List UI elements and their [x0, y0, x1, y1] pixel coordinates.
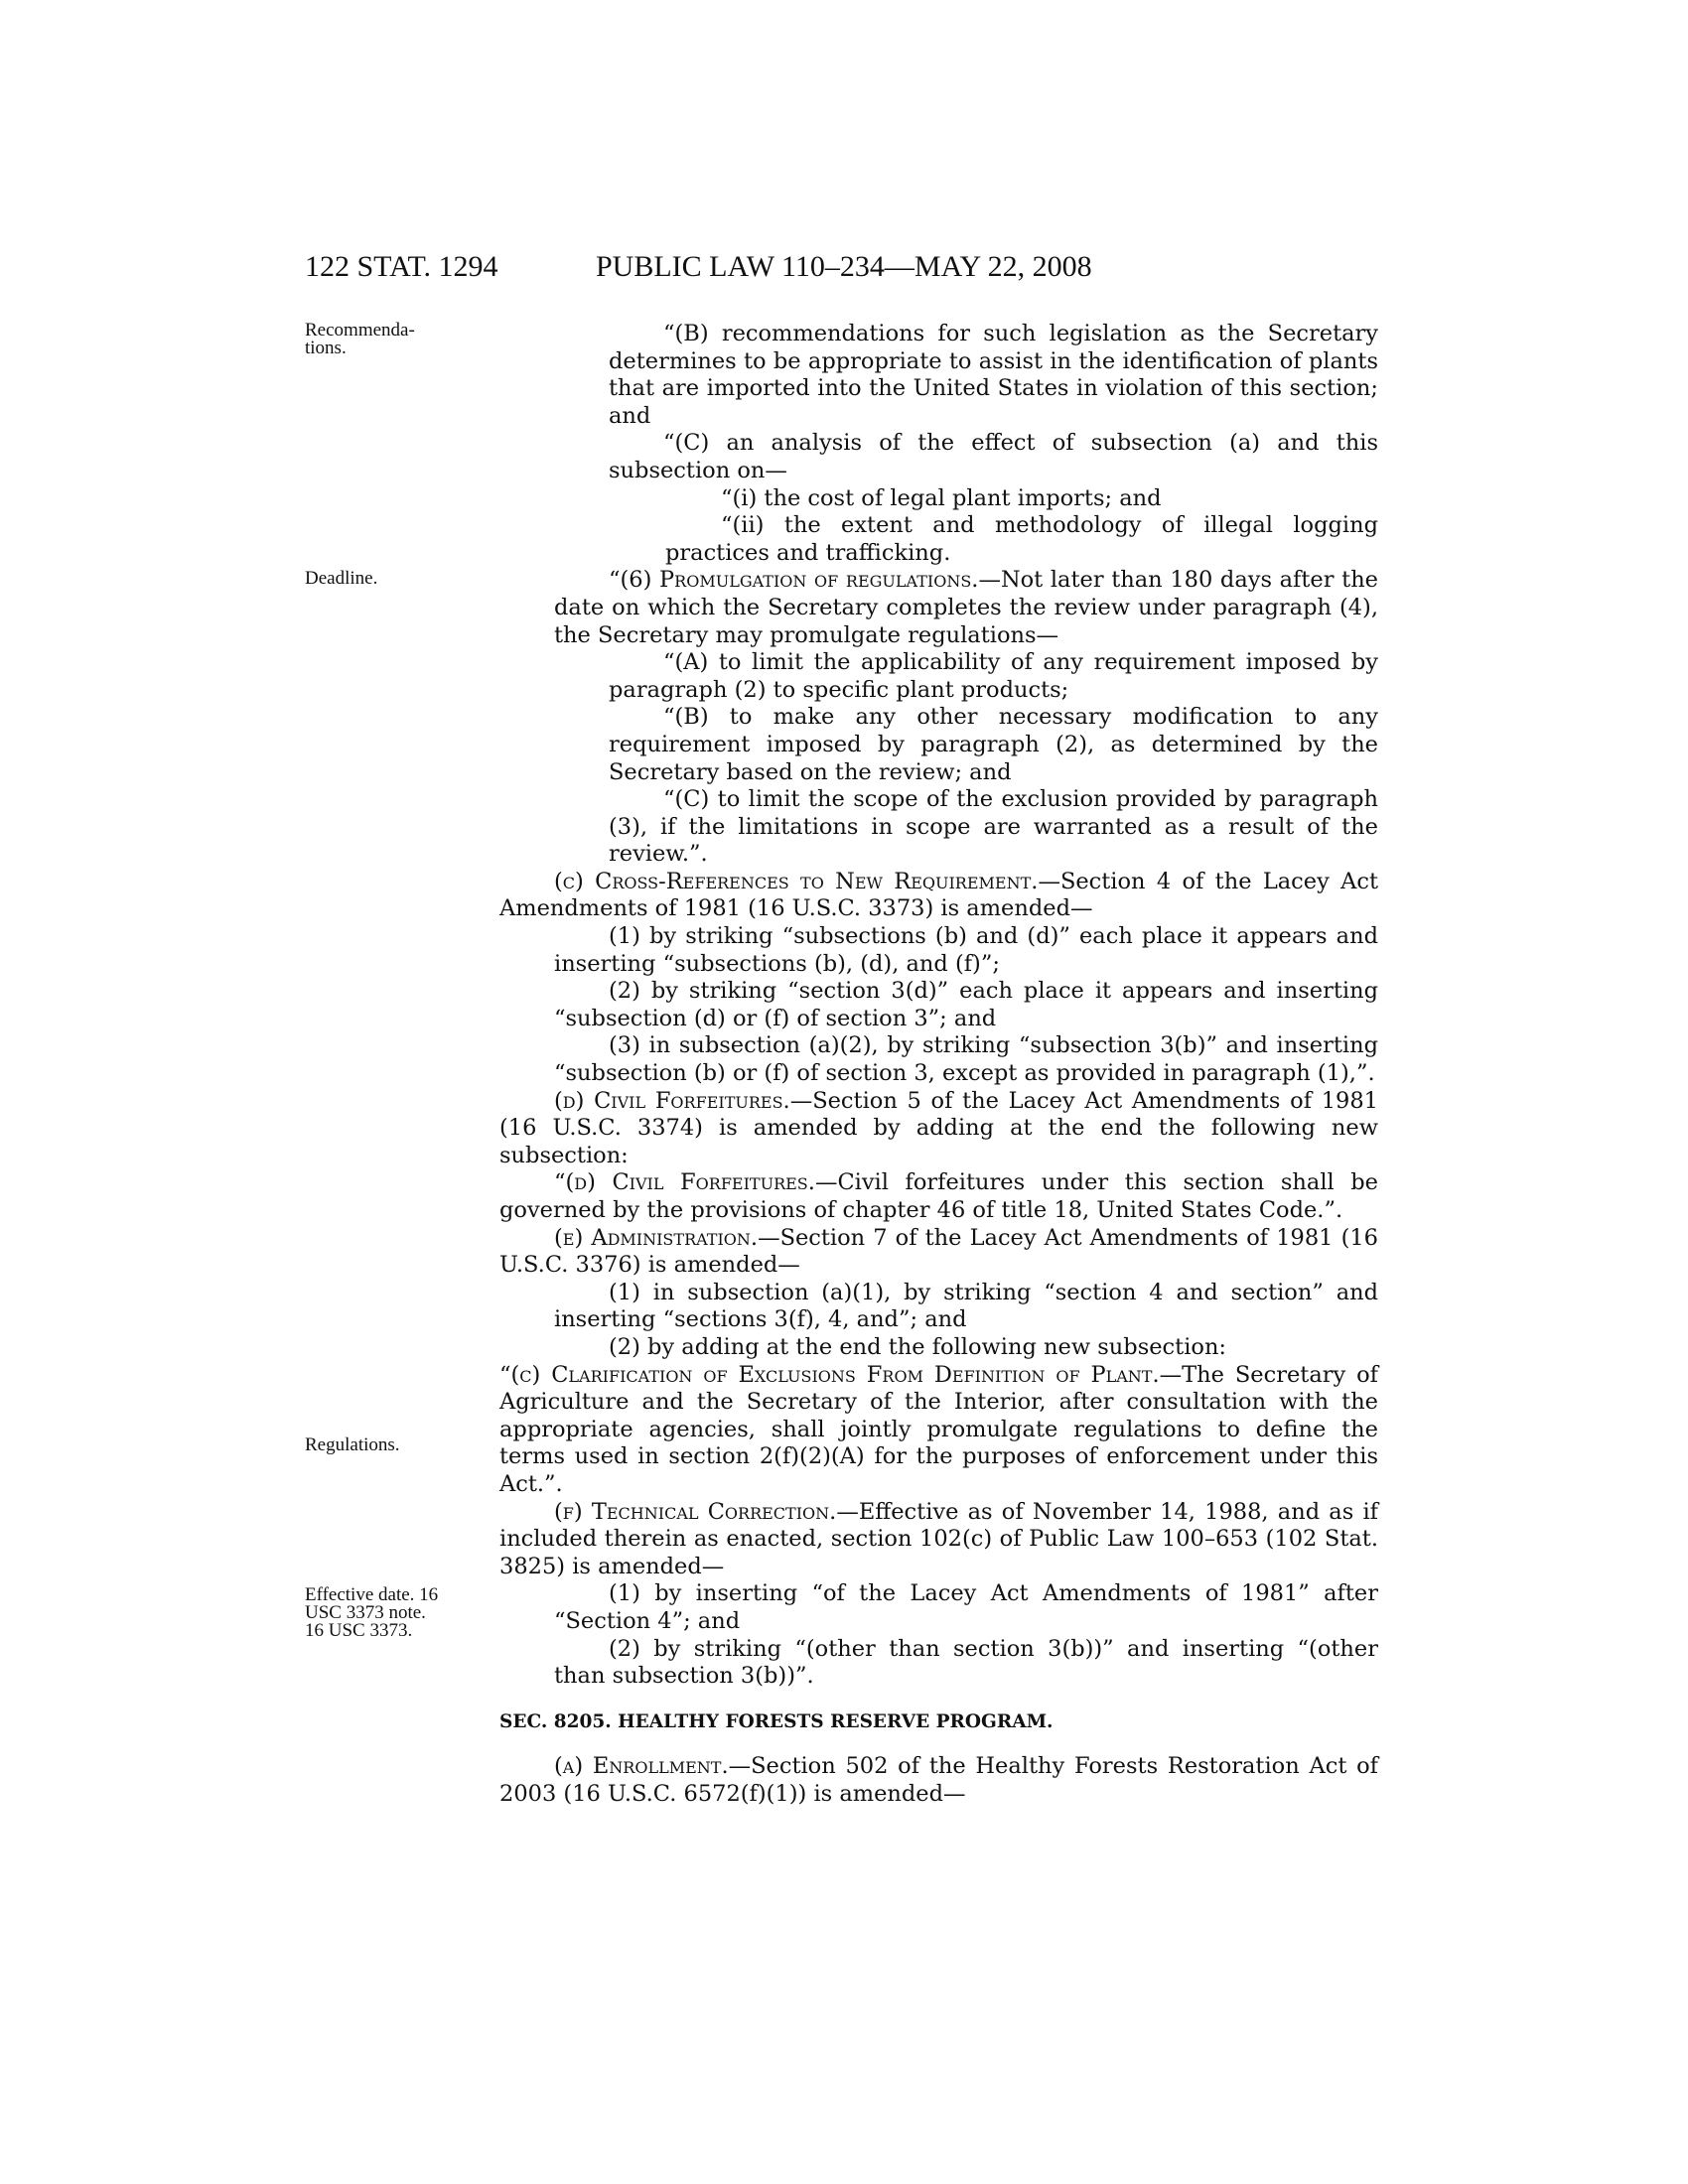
paragraph-6-text: —Not later than 180 days after the date on which the Secretary completes the review under paragraph (4), the Secretary may promulgate regulations—	[554, 567, 1378, 648]
clause-2-striking-section: (2) by striking “section 3(d)” each place it appears and inserting “subsection (d) or (f) of section 3”; and	[554, 978, 1378, 1031]
running-head: PUBLIC LAW 110–234—MAY 22, 2008	[596, 250, 1092, 283]
clause-3-subsection-a2: (3) in subsection (a)(2), by striking “subsection 3(b)” and inserting “subsection (b) or (f) of section 3, except as provided in paragraph (1),”.	[554, 1032, 1378, 1087]
clause-1-subsection-a1: (1) in subsection (a)(1), by striking “section 4 and section” and inserting “sections 3(f), 4, and”; and	[554, 1279, 1378, 1333]
subsection-d-civil-forfeitures	[499, 1088, 1378, 1170]
quoted-subsection-c-text: —The Secretary of Agriculture and the Secretary of the Interior, after consultation with the appropriate agencies, shall jointly promulgate regulations to define the terms used in section 2(f)(2)(A) for the purposes of enforcement under this Act.”.	[499, 1361, 1378, 1497]
subsection-c-cross-references	[499, 869, 1378, 923]
margin-note-effective-date: Effective date. 16 USC 3373 note. 16 USC 3373.	[305, 1584, 439, 1641]
margin-note-deadline: Deadline.	[305, 568, 378, 589]
subsection-a-text: —Section 502 of the Healthy Forests Restoration Act of 2003 (16 U.S.C. 6572(f)(1)) is amended—	[499, 1753, 1378, 1807]
paragraph-c-analysis: “(C) an analysis of the effect of subsection (a) and this subsection on—	[609, 430, 1378, 483]
subsection-e-administration	[499, 1225, 1378, 1280]
paragraph-6-promulgation	[499, 567, 1378, 649]
quoted-subsection-c-heading: “(c) Clarification of Exclusions From Definition of Plant.	[499, 1361, 1160, 1388]
clause-1-striking-subsections: (1) by striking “subsections (b) and (d)” each place it appears and inserting “subsections (b), (d), and (f)”;	[554, 923, 1378, 977]
paragraph-c-scope: “(C) to limit the scope of the exclusion provided by paragraph (3), if the limitations in scope are warranted as a result of the review.”.	[609, 786, 1378, 868]
subsection-d-heading: (d) Civil Forfeitures.	[554, 1087, 790, 1114]
paragraph-a-limit: “(A) to limit the applicability of any requirement imposed by paragraph (2) to specific plant products;	[609, 649, 1378, 703]
subsection-a-enrollment	[499, 1753, 1378, 1808]
subsection-c-text: —Section 4 of the Lacey Act Amendments of 1981 (16 U.S.C. 3373) is amended—	[499, 868, 1378, 922]
page-header	[0, 250, 1688, 290]
subsection-f-technical-correction	[499, 1499, 1378, 1581]
subsection-f-text: —Effective as of November 14, 1988, and as if included therein as enacted, section 102(c) of Public Law 100–653 (102 Stat. 3825) is amended—	[499, 1498, 1379, 1579]
subsection-e-heading: (e) Administration.	[554, 1224, 759, 1251]
quoted-subsection-d	[499, 1169, 1378, 1224]
clause-2-adding-subsection: (2) by adding at the end the following new subsection:	[609, 1333, 1227, 1360]
clause-i-cost: “(i) the cost of legal plant imports; and	[721, 484, 1162, 511]
subsection-e-text: —Section 7 of the Lacey Act Amendments of 1981 (16 U.S.C. 3376) is amended—	[499, 1224, 1378, 1279]
quoted-subsection-d-text: —Civil forfeitures under this section shall be governed by the provisions of chapter 46 of title 18, United States Code.”.	[499, 1169, 1378, 1223]
section-heading: SEC. 8205. HEALTHY FORESTS RESERVE PROGRAM.	[499, 1710, 1054, 1732]
margin-note-regulations: Regulations.	[305, 1434, 400, 1455]
clause-ii-logging: “(ii) the extent and methodology of illegal logging practices and trafficking.	[665, 512, 1378, 566]
statute-body	[499, 321, 1378, 1808]
clause-1-inserting: (1) by inserting “of the Lacey Act Amendments of 1981” after “Section 4”; and	[554, 1580, 1378, 1634]
margin-note-recommendations: Recommenda- tions.	[305, 320, 415, 358]
page-number: 122 STAT. 1294	[305, 250, 498, 283]
paragraph-b-modification: “(B) to make any other necessary modification to any requirement imposed by paragraph (2), as determined by the Secretary based on the review; and	[609, 704, 1378, 785]
paragraph-b-recommendations: “(B) recommendations for such legislation as the Secretary determines to be appropriate to assist in the identification of plants that are imported into the United States in violation of this section; and	[609, 321, 1378, 429]
subsection-c-heading: (c) Cross-References to New Requirement.	[554, 868, 1039, 894]
subsection-a-heading: (a) Enrollment.	[554, 1753, 729, 1780]
subsection-f-heading: (f) Technical Correction.	[554, 1498, 837, 1525]
quoted-subsection-c-clarification	[499, 1362, 1378, 1499]
subsection-d-text: —Section 5 of the Lacey Act Amendments of 1981 (16 U.S.C. 3374) is amended by adding at the end the following new subsection:	[499, 1087, 1378, 1168]
paragraph-6-heading: “(6) Promulgation of regulations.	[609, 567, 979, 594]
quoted-subsection-d-heading: “(d) Civil Forfeitures.	[554, 1169, 815, 1196]
clause-2-striking-other: (2) by striking “(other than section 3(b))” and inserting “(other than subsection 3(b))”.	[554, 1635, 1378, 1690]
